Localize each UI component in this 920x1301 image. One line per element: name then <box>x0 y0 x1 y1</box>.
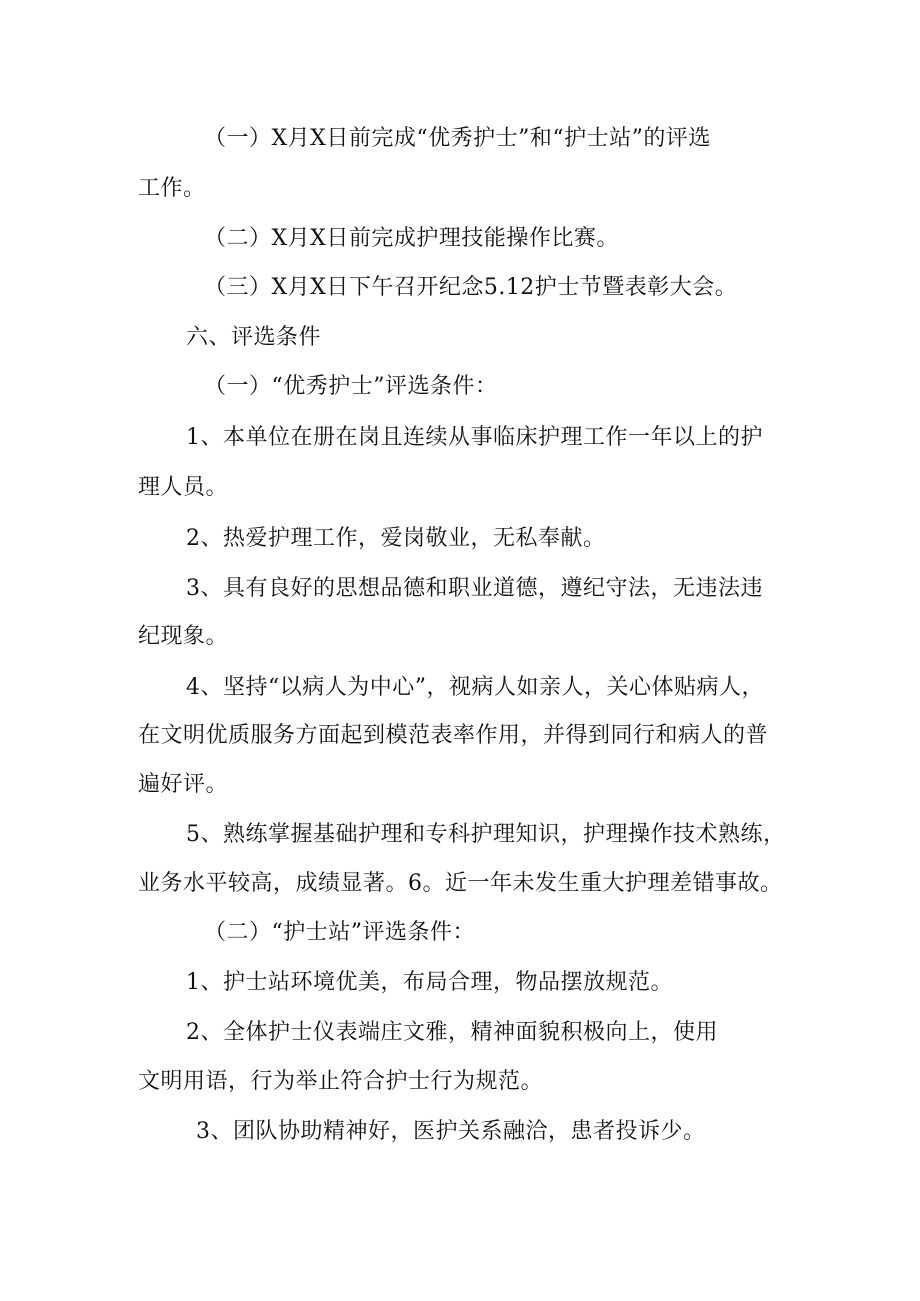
text-line-17: （二）“护士站”评选条件： <box>204 920 475 945</box>
section-heading: 六、评选条件 <box>186 325 322 350</box>
text-line-12: 4、坚持“以病人为中心”，视病人如亲人，关心体贴病人， <box>186 675 764 700</box>
text-line-13: 在文明优质服务方面起到模范表率作用，并得到同行和病人的普 <box>138 723 769 748</box>
text-line-4: （三）X月X日下午召开纪念5.12护士节暨表彰大会。 <box>204 275 738 300</box>
text-line-6: （一）“优秀护士”评选条件： <box>204 374 498 399</box>
text-line-14: 遍好评。 <box>138 772 229 797</box>
text-line-16: 业务水平较高，成绩显著。6。近一年未发生重大护理差错事故。 <box>138 871 783 896</box>
text-line-3: （二）X月X日前完成护理技能操作比赛。 <box>204 226 619 251</box>
text-line-9: 2、热爱护理工作，爱岗敬业，无私奉献。 <box>186 526 606 551</box>
text-line-19: 2、全体护士仪表端庄文雅，精神面貌积极向上，使用 <box>186 1020 718 1045</box>
text-line-10: 3、具有良好的思想品德和职业道德，遵纪守法，无违法违 <box>186 576 763 601</box>
text-line-8: 理人员。 <box>138 475 229 500</box>
text-line-15: 5、熟练掌握基础护理和专科护理知识，护理操作技术熟练， <box>186 822 786 847</box>
text-line-2: 工作。 <box>138 176 206 201</box>
text-line-11: 纪现象。 <box>138 624 229 649</box>
text-line-18: 1、护士站环境优美，布局合理，物品摆放规范。 <box>186 970 673 995</box>
text-line-7: 1、本单位在册在岗且连续从事临床护理工作一年以上的护 <box>186 425 763 450</box>
text-line-21: 3、团队协助精神好，医护关系融洽，患者投诉少。 <box>196 1119 706 1144</box>
text-line-20: 文明用语，行为举止符合护士行为规范。 <box>138 1069 544 1094</box>
text-line-1: （一）X月X日前完成“优秀护士”和“护士站”的评选 <box>204 126 711 151</box>
